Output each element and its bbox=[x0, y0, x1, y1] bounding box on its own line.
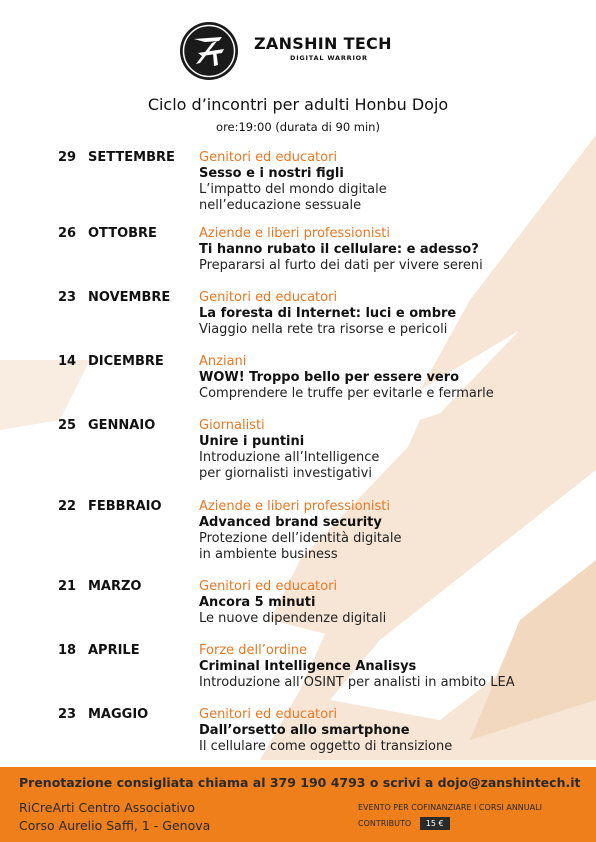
page-title: Ciclo d’incontri per adulti Honbu Dojo bbox=[147, 95, 449, 114]
event-audience: Genitori ed educatori bbox=[199, 150, 338, 165]
event-day: 18 bbox=[58, 643, 77, 658]
event-day: 21 bbox=[58, 579, 77, 594]
event-headline: La foresta di Internet: luci e ombre bbox=[199, 306, 457, 321]
venue-address: Corso Aurelio Saffi, 1 - Genova bbox=[19, 818, 211, 833]
event-description: Introduzione all’Intelligence bbox=[199, 450, 380, 465]
event-audience: Genitori ed educatori bbox=[199, 579, 338, 594]
event-description: nell’educazione sessuale bbox=[199, 198, 362, 213]
event-description: per giornalisti investigativi bbox=[199, 466, 372, 481]
event-description: L’impatto del mondo digitale bbox=[199, 182, 387, 197]
venue-name: RiCreArti Centro Associativo bbox=[19, 800, 195, 815]
contribution-label: CONTRIBUTO bbox=[358, 819, 412, 828]
event-headline: Advanced brand security bbox=[199, 515, 382, 530]
event-description: Comprendere le truffe per evitarle e fermarle bbox=[199, 386, 494, 401]
contribution-price: 15 € bbox=[420, 817, 450, 830]
event-description: Viaggio nella rete tra risorse e pericoli bbox=[199, 322, 448, 337]
event-description: Protezione dell’identità digitale bbox=[199, 531, 402, 546]
booking-info: Prenotazione consigliata chiama al 379 190 4793 o scrivi a dojo@zanshintech.it bbox=[19, 775, 581, 790]
event-month: APRILE bbox=[88, 643, 140, 658]
page-subtitle: ore:19:00 (durata di 90 min) bbox=[216, 120, 380, 134]
brand-name: ZANSHIN TECH bbox=[254, 34, 392, 53]
event-day: 23 bbox=[58, 290, 77, 305]
footer-bar bbox=[0, 767, 596, 842]
contribution-box bbox=[358, 800, 542, 832]
event-audience: Aziende e liberi professionisti bbox=[199, 226, 390, 241]
event-headline: Criminal Intelligence Analisys bbox=[199, 659, 417, 674]
event-audience: Anziani bbox=[199, 354, 247, 369]
event-headline: Ti hanno rubato il cellulare: e adesso? bbox=[199, 242, 479, 257]
event-description: Il cellulare come oggetto di transizione bbox=[199, 739, 453, 754]
event-month: NOVEMBRE bbox=[88, 290, 171, 305]
brand-tagline: DIGITAL WARRIOR bbox=[290, 54, 368, 62]
logo-emblem-icon bbox=[178, 20, 240, 82]
event-month: SETTEMBRE bbox=[88, 150, 175, 165]
event-headline: WOW! Troppo bello per essere vero bbox=[199, 370, 460, 385]
event-audience: Aziende e liberi professionisti bbox=[199, 499, 390, 514]
event-description: in ambiente business bbox=[199, 547, 338, 562]
logo bbox=[178, 20, 428, 84]
event-headline: Ancora 5 minuti bbox=[199, 595, 316, 610]
event-audience: Genitori ed educatori bbox=[199, 707, 338, 722]
event-day: 25 bbox=[58, 418, 77, 433]
event-audience: Genitori ed educatori bbox=[199, 290, 338, 305]
event-headline: Unire i puntini bbox=[199, 434, 305, 449]
venue bbox=[19, 799, 210, 835]
event-description: Introduzione all’OSINT per analisti in ambito LEA bbox=[199, 675, 515, 690]
event-audience: Forze dell’ordine bbox=[199, 643, 308, 658]
event-day: 22 bbox=[58, 499, 77, 514]
event-day: 23 bbox=[58, 707, 77, 722]
event-month: MARZO bbox=[88, 579, 142, 594]
event-day: 14 bbox=[58, 354, 77, 369]
event-month: MAGGIO bbox=[88, 707, 149, 722]
event-month: FEBBRAIO bbox=[88, 499, 162, 514]
event-headline: Dall’orsetto allo smartphone bbox=[199, 723, 410, 738]
event-audience: Giornalisti bbox=[199, 418, 265, 433]
event-month: OTTOBRE bbox=[88, 226, 157, 241]
event-day: 26 bbox=[58, 226, 77, 241]
event-day: 29 bbox=[58, 150, 77, 165]
event-month: GENNAIO bbox=[88, 418, 156, 433]
event-month: DICEMBRE bbox=[88, 354, 164, 369]
event-description: Prepararsi al furto dei dati per vivere sereni bbox=[199, 258, 483, 273]
event-description: Le nuove dipendenze digitali bbox=[199, 611, 387, 626]
funding-note: EVENTO PER COFINANZIARE I CORSI ANNUALI bbox=[358, 803, 542, 812]
event-headline: Sesso e i nostri figli bbox=[199, 166, 344, 181]
